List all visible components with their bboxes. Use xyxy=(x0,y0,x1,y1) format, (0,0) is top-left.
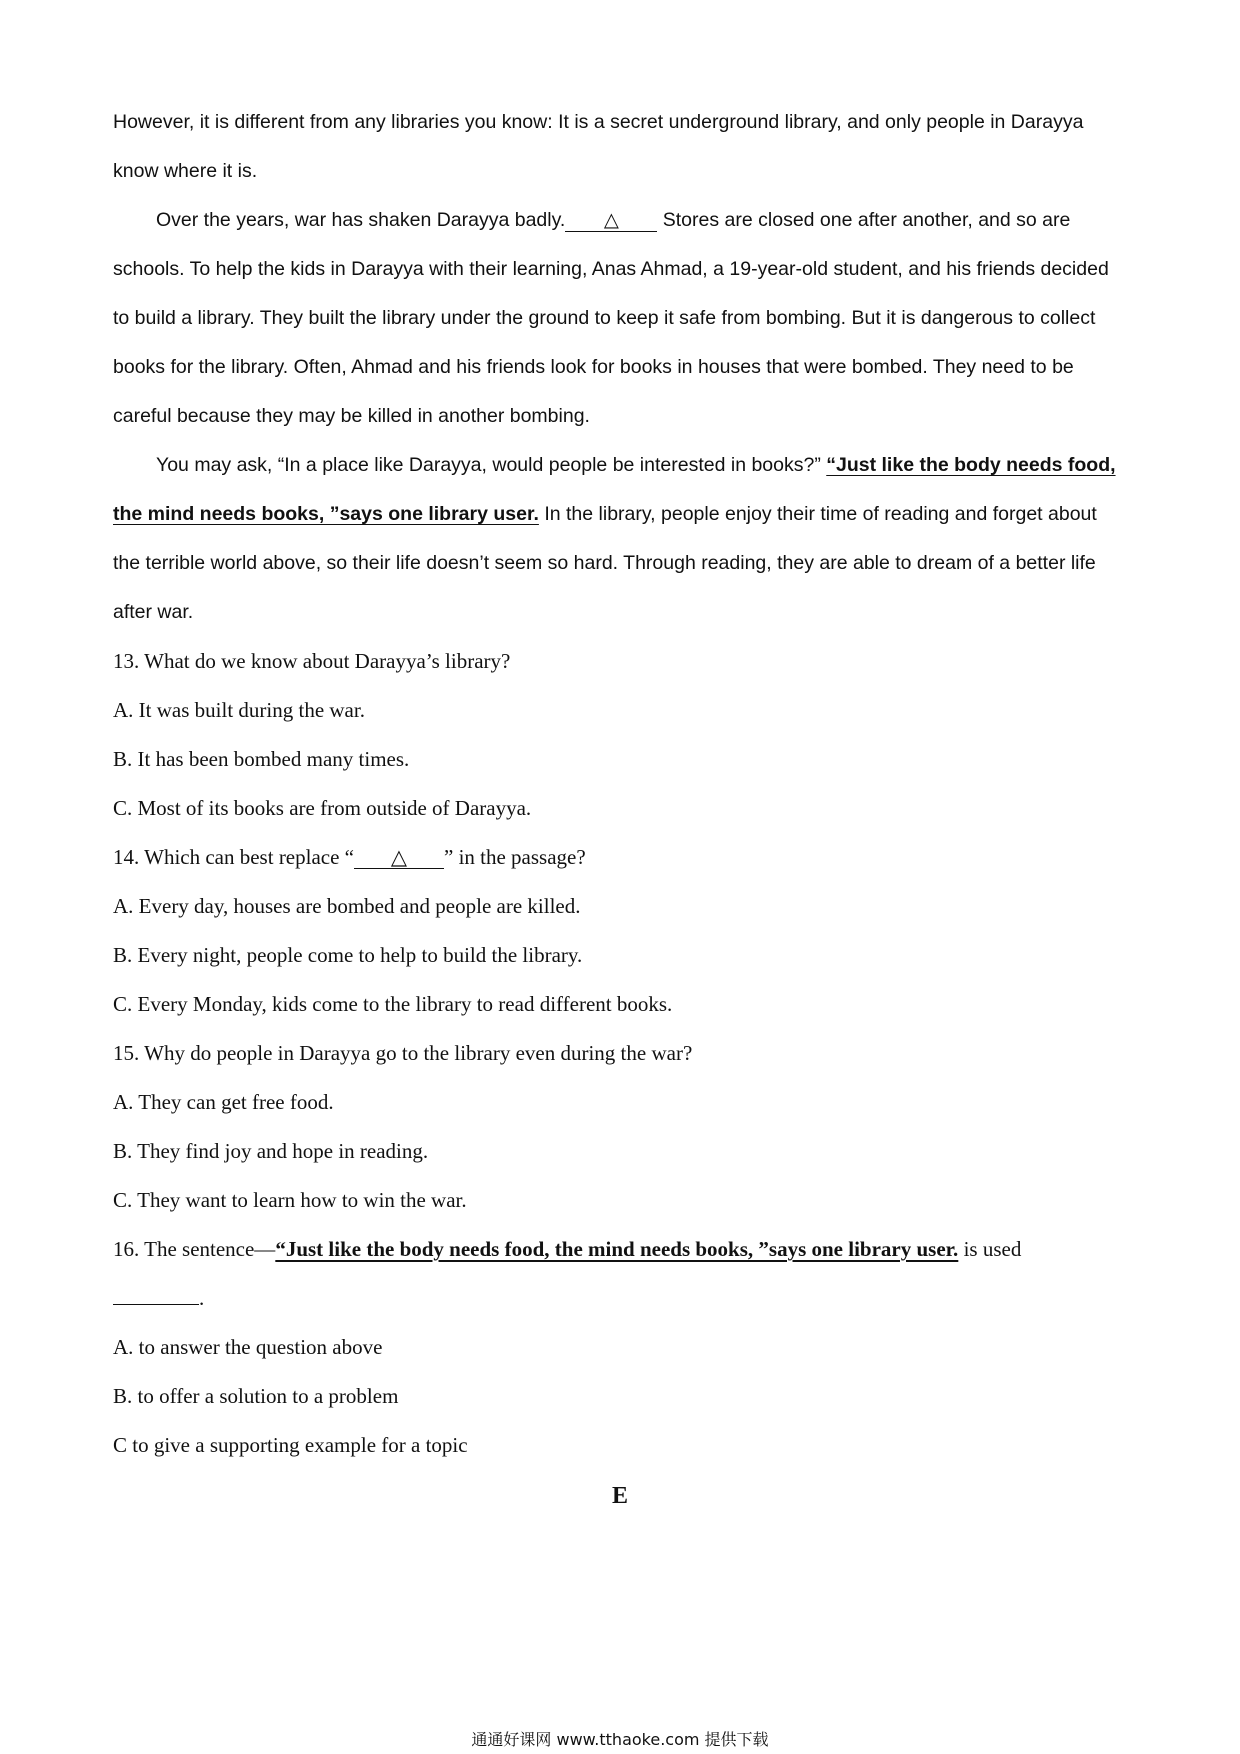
question-15-stem: 15. Why do people in Darayya go to the library even during the war? xyxy=(113,1041,693,1065)
passage-paragraph-2 xyxy=(113,196,1128,441)
question-text: ” in the passage? xyxy=(444,845,586,869)
passage-text: You may ask, “In a place like Darayya, would people be interested in books?” xyxy=(156,454,827,476)
question-text: 14. Which can best replace “ xyxy=(113,845,354,869)
question-text: . xyxy=(199,1286,205,1310)
answer-blank: △ xyxy=(565,209,657,232)
highlighted-quote: “Just like the body needs food, the mind needs books, ”says one library user. xyxy=(275,1237,959,1261)
question-15-option-a: A. They can get free food. xyxy=(113,1090,334,1114)
question-14-option-b: B. Every night, people come to help to build the library. xyxy=(113,943,583,967)
question-13-option-a: A. It was built during the war. xyxy=(113,698,365,722)
passage-paragraph-3 xyxy=(113,441,1128,637)
passage-text: Over the years, war has shaken Darayya badly. xyxy=(156,209,566,231)
question-13-option-b: B. It has been bombed many times. xyxy=(113,747,410,771)
passage-text: However, it is different from any libraries you know: It is a secret underground library, and only people in Darayya know where it is. xyxy=(113,111,1084,182)
passage-text: Stores are closed one after another, and so are schools. To help the kids in Darayya with their learning, Anas Ahmad, a 19-year-old student, and his friends decided to build a library. They built the library under the ground to keep it safe from bombing. But it is dangerous to collect books for the library. Often, Ahmad and his friends look for books in houses that were bombed. They need to be careful because they may be killed in another bombing. xyxy=(113,209,1109,427)
question-text: is used xyxy=(958,1237,1022,1261)
highlighted-quote: “Just like the body needs food, the mind needs books, ”says one library user. xyxy=(113,454,1116,525)
question-text: 16. The sentence— xyxy=(113,1237,276,1261)
question-16-stem-line-2 xyxy=(113,1274,1128,1323)
passage-text: In the library, people enjoy their time of reading and forget about the terrible world above, so their life doesn’t seem so hard. Through reading, they are able to dream of a better life after war. xyxy=(113,503,1097,623)
section-heading: E xyxy=(611,1483,628,1509)
question-16-option-a: A. to answer the question above xyxy=(113,1335,383,1359)
answer-blank xyxy=(113,1304,199,1305)
question-16-stem xyxy=(113,1225,1128,1274)
question-16-option-b: B. to offer a solution to a problem xyxy=(113,1384,399,1408)
question-15-option-b: B. They find joy and hope in reading. xyxy=(113,1139,429,1163)
question-16-option-c: C to give a supporting example for a topic xyxy=(113,1433,468,1457)
passage-paragraph-1 xyxy=(113,98,1128,196)
question-14-option-a: A. Every day, houses are bombed and people are killed. xyxy=(113,894,581,918)
question-13-option-c: C. Most of its books are from outside of Darayya. xyxy=(113,796,532,820)
answer-blank: △ xyxy=(354,846,444,869)
question-15-option-c: C. They want to learn how to win the war. xyxy=(113,1188,467,1212)
question-14-stem xyxy=(113,833,1128,882)
question-13-stem: 13. What do we know about Darayya’s library? xyxy=(113,649,511,673)
document-page xyxy=(113,98,1128,1470)
question-14-option-c: C. Every Monday, kids come to the library to read different books. xyxy=(113,992,673,1016)
page-footer: 通通好课网 www.tthaoke.com 提供下载 xyxy=(471,1730,769,1749)
